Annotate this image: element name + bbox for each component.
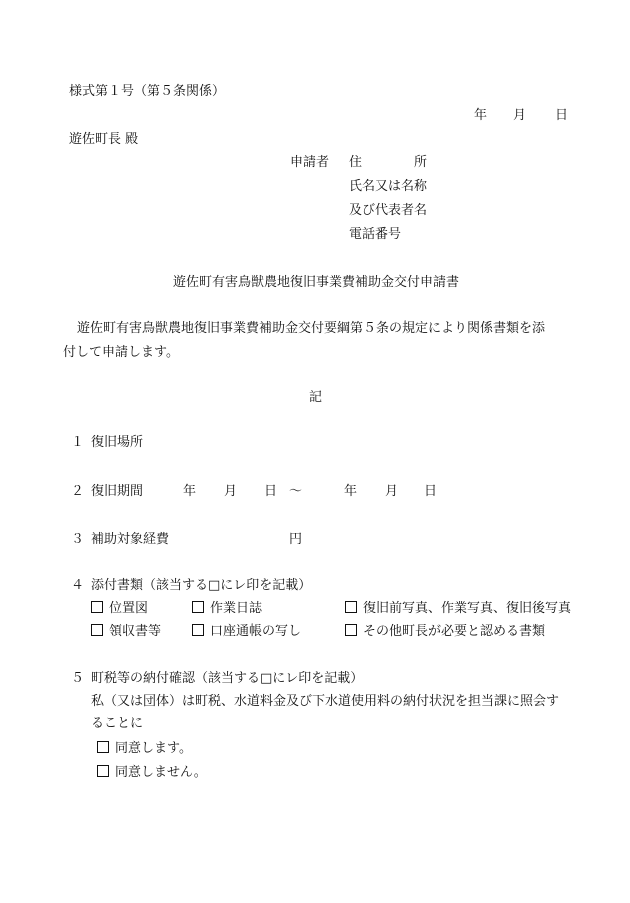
item3-label: 補助対象経費: [91, 532, 170, 547]
attachment-checkbox-photos[interactable]: [345, 601, 571, 617]
period-end-year: 年: [344, 484, 358, 499]
cost-unit: 円: [289, 532, 303, 547]
period-start-month: 月: [224, 484, 238, 499]
item2-label: 復旧期間: [91, 484, 144, 499]
attachment-label: 作業日誌: [210, 601, 263, 616]
consent-agree-label: 同意します。: [115, 741, 192, 756]
item1-label: 復旧場所: [91, 435, 144, 450]
addressee: 遊佐町長 殿: [69, 132, 139, 147]
item4-number: ４: [71, 578, 85, 593]
attachment-label: 位置図: [109, 601, 149, 616]
item3-number: ３: [71, 532, 85, 547]
consent-disagree-checkbox[interactable]: [97, 765, 207, 781]
phone-label: 電話番号: [349, 227, 402, 242]
attachment-checkbox-other[interactable]: [345, 624, 545, 640]
attachment-label: 領収書等: [109, 624, 162, 639]
address-label-1: 住: [349, 155, 363, 170]
address-label-2: 所: [414, 155, 428, 170]
item1-number: １: [71, 435, 85, 450]
attachment-label: 口座通帳の写し: [210, 624, 302, 639]
item4-label: 添付書類（該当する□にレ印を記載）: [91, 578, 312, 593]
attachment-checkbox-passbook[interactable]: [192, 624, 301, 640]
checkbox-icon[interactable]: [97, 765, 109, 777]
date-day: 日: [555, 108, 569, 123]
attachment-checkbox-receipts[interactable]: [91, 624, 161, 640]
checkbox-icon[interactable]: [91, 601, 103, 613]
attachment-label: 復旧前写真、作業写真、復旧後写真: [363, 601, 572, 616]
item2-number: ２: [71, 484, 85, 499]
checkbox-icon[interactable]: [192, 601, 204, 613]
checkbox-icon[interactable]: [345, 601, 357, 613]
checkbox-icon[interactable]: [91, 624, 103, 636]
period-start-year: 年: [183, 484, 197, 499]
period-end-month: 月: [385, 484, 399, 499]
attachment-checkbox-location-map[interactable]: [91, 601, 148, 617]
period-start-day: 日: [264, 484, 278, 499]
applicant-label: 申請者: [290, 155, 330, 170]
name-label: 氏名又は名称: [349, 179, 428, 194]
form-number: 様式第１号（第５条関係）: [69, 84, 226, 99]
body-line-2: 付して申請します。: [63, 345, 179, 360]
consent-agree-checkbox[interactable]: [97, 741, 192, 757]
checkbox-icon[interactable]: [345, 624, 357, 636]
tax-consent-text-1: 私（又は団体）は町税、水道料金及び下水道使用料の納付状況を担当課に照会す: [91, 694, 560, 709]
attachment-checkbox-work-log[interactable]: [192, 601, 262, 617]
period-end-day: 日: [424, 484, 438, 499]
item5-number: ５: [71, 671, 85, 686]
document-title: 遊佐町有害鳥獣農地復旧事業費補助金交付申請書: [173, 275, 460, 290]
attachment-label: その他町長が必要と認める書類: [363, 624, 546, 639]
representative-label: 及び代表者名: [349, 203, 428, 218]
checkbox-icon[interactable]: [97, 741, 109, 753]
item5-label: 町税等の納付確認（該当する□にレ印を記載）: [91, 671, 364, 686]
date-month: 月: [513, 108, 527, 123]
body-line-1: 遊佐町有害鳥獣農地復旧事業費補助金交付要綱第５条の規定により関係書類を添: [77, 321, 546, 336]
checkbox-icon[interactable]: [192, 624, 204, 636]
ki-heading: 記: [309, 390, 323, 405]
period-tilde: ～: [289, 484, 303, 499]
date-year: 年: [474, 108, 488, 123]
consent-disagree-label: 同意しません。: [115, 765, 207, 780]
tax-consent-text-2: ることに: [91, 716, 144, 731]
